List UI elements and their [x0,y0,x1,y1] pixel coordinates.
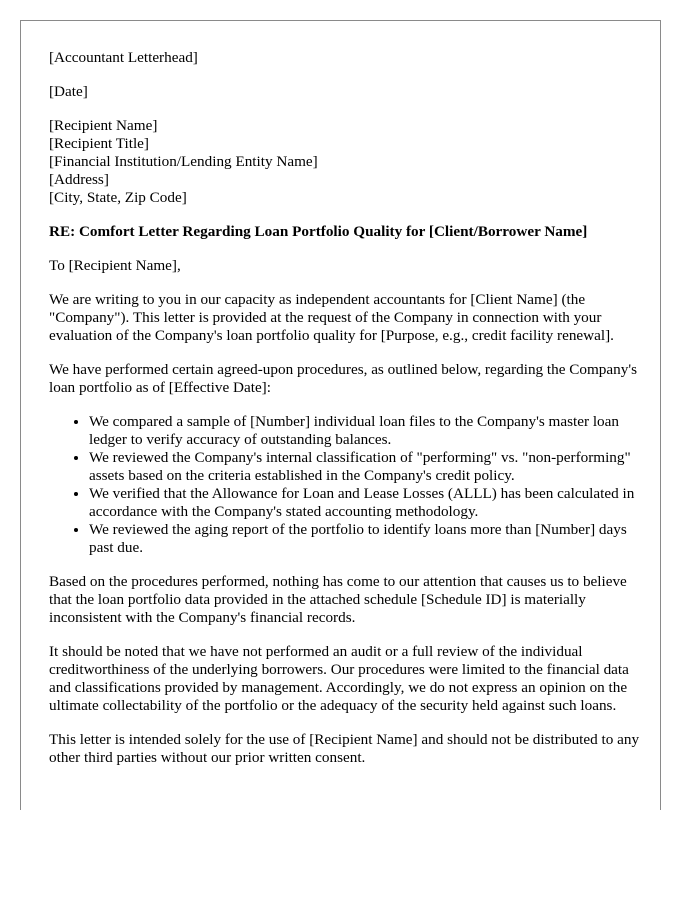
subject-line: RE: Comfort Letter Regarding Loan Portfolio Quality for [Client/Borrower Name] [49,223,588,240]
recipient-block [49,117,641,207]
recipient-address: [Address] [49,171,109,188]
procedures-intro-paragraph: We have performed certain agreed-upon procedures, as outlined below, regarding the Company's loan portfolio as of [Effective Date]: [49,361,637,396]
procedure-item: • We reviewed the Company's internal classification of "performing" vs. "non-performing" assets based on the criteria established in the Company's credit policy. [89,449,641,485]
recipient-name: [Recipient Name] [49,117,158,134]
letter-content [49,49,641,783]
procedure-item: • We reviewed the aging report of the portfolio to identify loans more than [Number] days past due. [89,521,641,557]
recipient-institution: [Financial Institution/Lending Entity Name] [49,153,318,170]
letterhead: [Accountant Letterhead] [49,49,198,66]
recipient-title: [Recipient Title] [49,135,149,152]
procedure-item: • We compared a sample of [Number] individual loan files to the Company's master loan ledger to verify accuracy of outstanding balances. [89,413,641,449]
recipient-city-state-zip: [City, State, Zip Code] [49,189,187,206]
salutation: To [Recipient Name], [49,257,181,274]
limitations-paragraph: It should be noted that we have not performed an audit or a full review of the individual creditworthiness of the underlying borrowers. Our procedures were limited to the financial data and classifications provided by management. Accordingly, we do not express an opinion on the ultimate collectability of the portfolio or the adequacy of the security held against such loans. [49,643,629,714]
restriction-paragraph: This letter is intended solely for the use of [Recipient Name] and should not be distributed to any other third parties without our prior written consent. [49,731,640,766]
letter-date: [Date] [49,83,88,100]
procedures-list [49,413,641,557]
intro-paragraph: We are writing to you in our capacity as independent accountants for [Client Name] (the "Company"). This letter is provided at the request of the Company in connection with your evaluation of the Company's loan portfolio quality for [Purpose, e.g., credit facility renewal]. [49,291,614,344]
findings-paragraph: Based on the procedures performed, nothing has come to our attention that causes us to believe that the loan portfolio data provided in the attached schedule [Schedule ID] is materially inconsistent with the Company's financial records. [49,573,627,626]
procedure-item: • We verified that the Allowance for Loan and Lease Losses (ALLL) has been calculated in accordance with the Company's stated accounting methodology. [89,485,641,521]
letter-page [20,20,661,810]
